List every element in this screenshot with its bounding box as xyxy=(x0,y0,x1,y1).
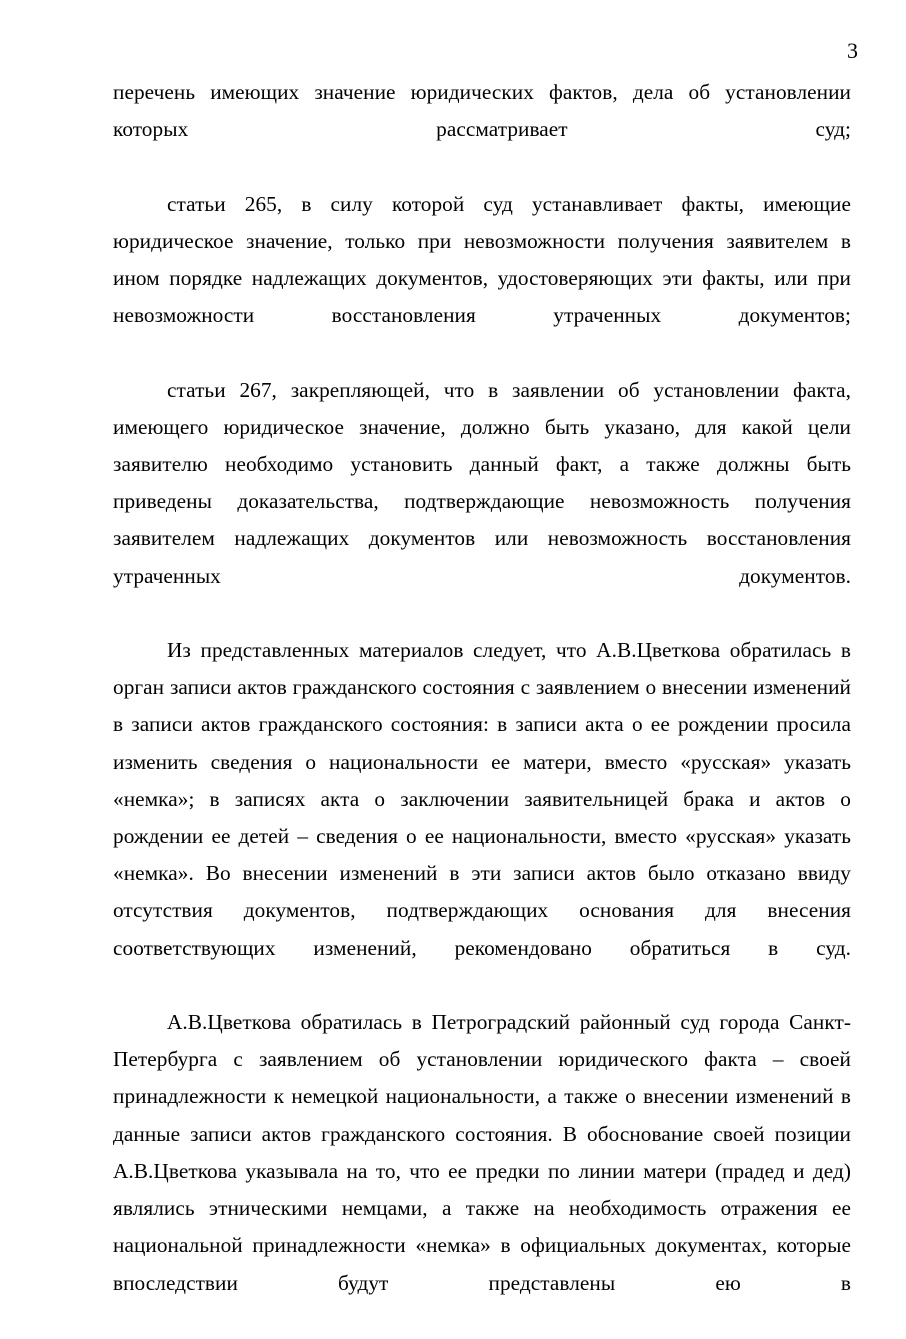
paragraph-3: статьи 267, закрепляющей, что в заявлении об установлении факта, имеющего юридическое значение, должно быть указано, для какой цели заявителю необходимо установить данный факт, а также должны быть приведены доказательства, подтверждающие невозможность получения заявителем надлежащих документов или невозможность восстановления утраченных документов. xyxy=(113,377,851,588)
paragraph-1: перечень имеющих значение юридических фактов, дела об установлении которых рассматривает суд; xyxy=(113,80,851,142)
page-number: 3 xyxy=(847,38,858,63)
paragraph-2: статьи 265, в силу которой суд устанавливает факты, имеющие юридическое значение, только при невозможности получения заявителем в ином порядке надлежащих документов, удостоверяющих эти факты, или при невозможности восстановления утраченных документов; xyxy=(113,191,851,328)
paragraph-5: А.В.Цветкова обратилась в Петроградский районный суд города Санкт-Петербурга с заявлением об установлении юридического факта – своей принадлежности к немецкой национальности, а также о внесении изменений в данные записи актов гражданского состояния. В обоснование своей позиции А.В.Цветкова указывала на то, что ее предки по линии матери (прадед и дед) являлись этническими немцами, а также на необходимость отражения ее национальной принадлежности «немка» в официальных документах, которые впоследствии будут представлены ею в xyxy=(113,1010,851,1295)
paragraph-4: Из представленных материалов следует, что А.В.Цветкова обратилась в орган записи актов гражданского состояния с заявлением о внесении изменений в записи актов гражданского состояния: в записи акта о ее рождении просила изменить сведения о национальности ее матери, вместо «русская» указать «немка»; в записях акта о заключении заявительницей брака и актов о рождении ее детей – сведения о ее национальности, вместо «русская» указать «немка». Во внесении изменений в эти записи актов было отказано ввиду отсутствия документов, подтверждающих основания для внесения соответствующих изменений, рекомендовано обратиться в суд. xyxy=(113,638,851,960)
document-body xyxy=(113,74,851,1339)
